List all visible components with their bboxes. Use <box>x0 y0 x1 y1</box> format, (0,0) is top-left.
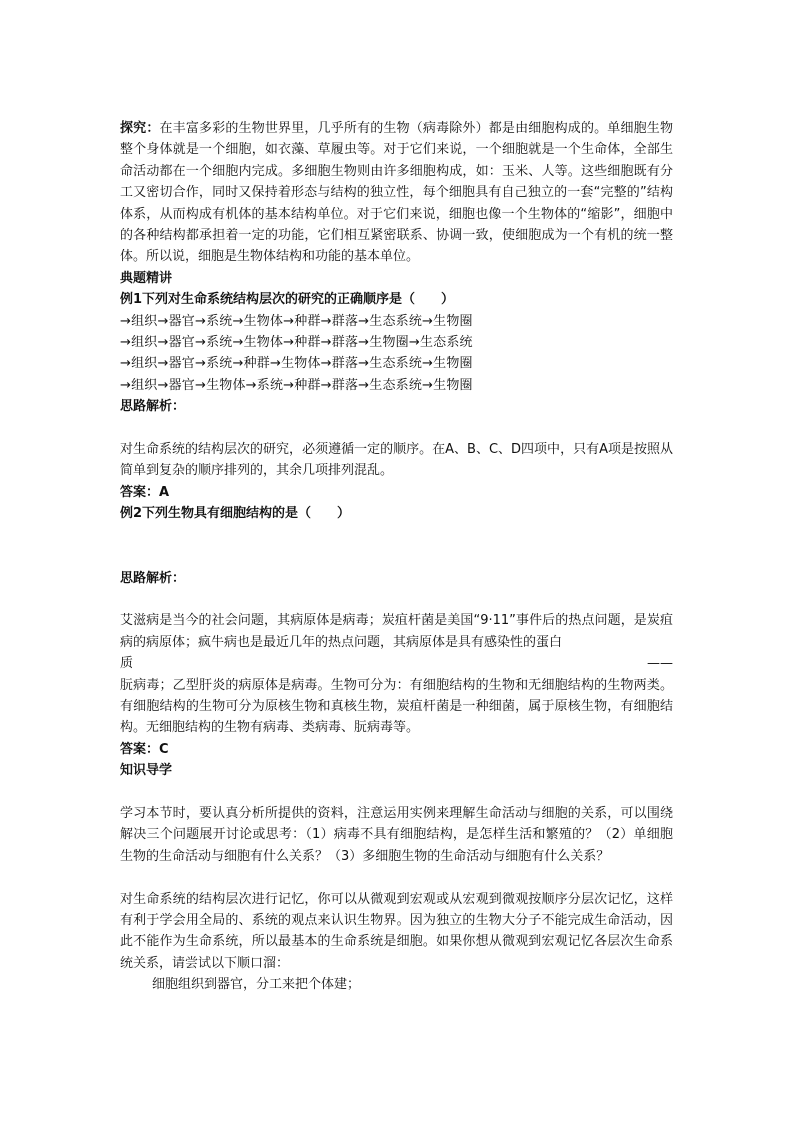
example1-analysis: 对生命系统的结构层次的研究，必须遵循一定的顺序。在A、B、C、D四项中，只有A项是按照从简单到复杂的顺序排列的，其余几项排列混乱。 <box>120 442 673 479</box>
example1-option-d: →组织→器官→生物体→系统→种群→群落→生态系统→生物圈 <box>120 377 473 393</box>
spacer <box>120 867 673 888</box>
document-page <box>120 118 673 996</box>
explore-paragraph <box>120 118 673 268</box>
section-heading-guide: 知识导学 <box>120 763 173 779</box>
spacer <box>120 782 673 803</box>
example2-analysis-line2-right: —— <box>647 656 673 672</box>
example2-question: 例2下列生物具有细胞结构的是（ ） <box>120 506 351 522</box>
spacer <box>120 525 673 568</box>
guide-paragraph-2: 对生命系统的结构层次进行记忆，你可以从微观到宏观或从宏观到微观按顺序分层次记忆，这样有利于学会用全局的、系统的观点来认识生物界。因为独立的生物大分子不能完成生命活动，因此不能作为生命系统，所以最基本的生命系统是细胞。如果你想从微观到宏观记忆各层次生命系统关系，请尝试以下顺口溜： <box>120 891 673 971</box>
explore-label: 探究： <box>120 121 160 136</box>
guide-rhyme-line-1: 细胞组织到器官，分工来把个体建； <box>152 977 361 993</box>
explore-text: 在丰富多彩的生物世界里，几乎所有的生物（病毒除外）都是由细胞构成的。单细胞生物整个身体就是一个细胞，如衣藻、草履虫等。对于它们来说，一个细胞就是一个生命体，全部生命活动都在一个细胞内完成。多细胞生物则由许多细胞构成，如：玉米、人等。这些细胞既有分工又密切合作，同时又保持着形态与结构的独立性，每个细胞具有自己独立的一套“完整的”结构体系，从而构成有机体的基本结构单位。对于它们来说，细胞也像一个生物体的“缩影”，细胞中的各种结构都承担着一定的功能，它们相互紧密联系、协调一致，使细胞成为一个有机的统一整体。所以说，细胞是生物体结构和功能的基本单位。 <box>120 121 673 265</box>
example1-answer: 答案：A <box>120 484 170 500</box>
example2-answer: 答案：C <box>120 741 169 757</box>
example1-option-b: →组织→器官→系统→生物体→种群→群落→生物圈→生态系统 <box>120 335 473 351</box>
example2-analysis-line2 <box>120 653 673 674</box>
spacer <box>120 589 673 610</box>
example2-analysis-label: 思路解析： <box>120 570 186 586</box>
example1-analysis-label: 思路解析： <box>120 399 186 415</box>
spacer <box>120 418 673 439</box>
example2-analysis-line2-left: 质 <box>120 656 134 672</box>
section-heading-examples: 典题精讲 <box>120 270 173 286</box>
example1-option-c: →组织→器官→系统→种群→生物体→群落→生态系统→生物圈 <box>120 356 473 372</box>
guide-paragraph-1: 学习本节时，要认真分析所提供的资料，注意运用实例来理解生命活动与细胞的关系，可以围绕解决三个问题展开讨论或思考：（1）病毒不具有细胞结构，是怎样生活和繁殖的？（2）单细胞生物的生命活动与细胞有什么关系？（3）多细胞生物的生命活动与细胞有什么关系？ <box>120 805 673 864</box>
example1-question: 例1下列对生命系统结构层次的研究的正确顺序是（ ） <box>120 292 455 308</box>
example2-analysis-line1: 艾滋病是当今的社会问题，其病原体是病毒；炭疽杆菌是美国“9·11”事件后的热点问题，是炭疽病的病原体；疯牛病也是最近几年的热点问题，其病原体是具有感染性的蛋白 <box>120 613 673 650</box>
example2-analysis-rest: 朊病毒；乙型肝炎的病原体是病毒。生物可分为：有细胞结构的生物和无细胞结构的生物两类。有细胞结构的生物可分为原核生物和真核生物，炭疽杆菌是一种细菌，属于原核生物，有细胞结构。无细胞结构的生物有病毒、类病毒、朊病毒等。 <box>120 677 673 736</box>
example1-option-a: →组织→器官→系统→生物体→种群→群落→生态系统→生物圈 <box>120 313 473 329</box>
